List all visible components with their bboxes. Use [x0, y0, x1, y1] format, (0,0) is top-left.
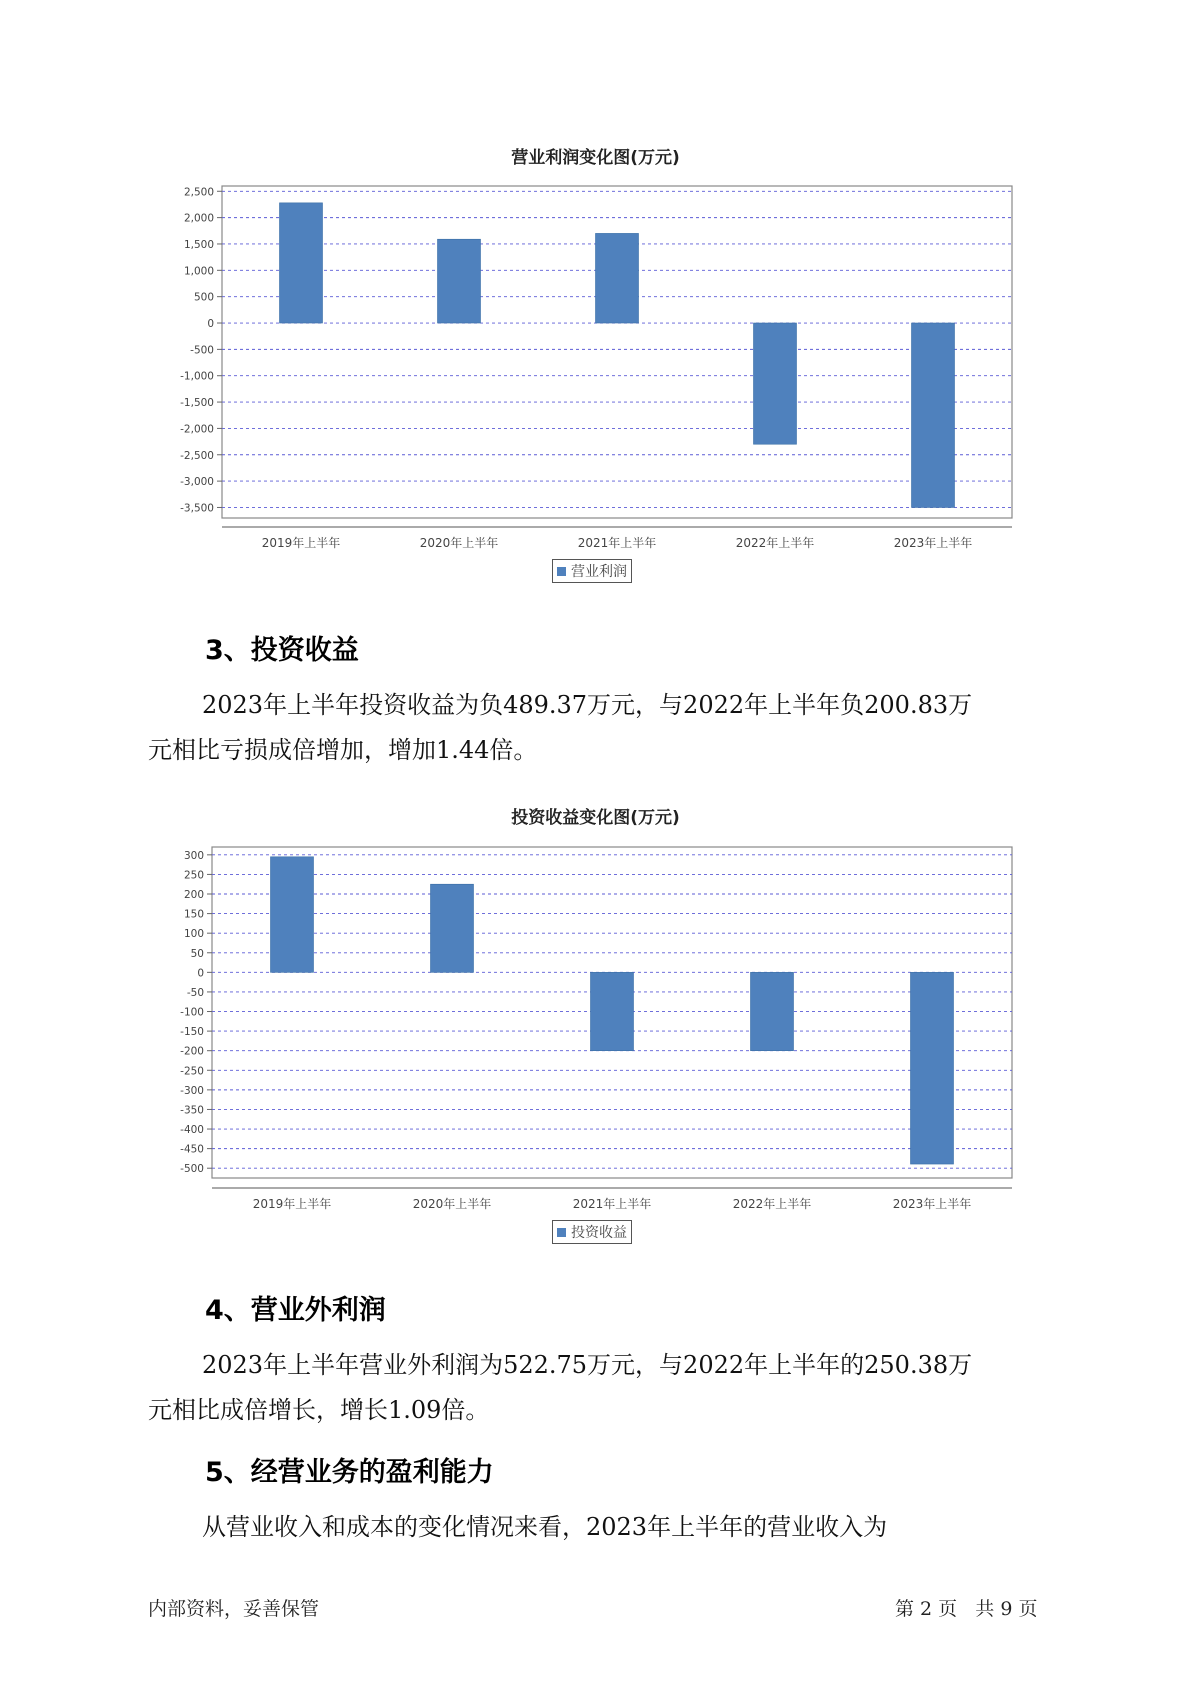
- section-5-paragraph: [148, 1505, 1048, 1550]
- y-tick-label: 50: [190, 947, 204, 960]
- y-tick-label: -350: [180, 1104, 204, 1117]
- bar: [591, 972, 634, 1050]
- y-tick-label: 0: [197, 967, 204, 980]
- y-tick-label: 300: [183, 849, 204, 862]
- x-tick-label: 2020年上半年: [419, 536, 499, 550]
- y-tick-label: -1,000: [180, 370, 214, 383]
- paragraph-line: 从营业收入和成本的变化情况来看，2023年上半年的营业收入为: [202, 1513, 888, 1541]
- y-tick-label: -250: [180, 1065, 204, 1078]
- chart2-title: 投资收益变化图(万元): [511, 808, 680, 828]
- x-tick-label: 2019年上半年: [261, 536, 341, 550]
- chart1-title: 营业利润变化图(万元): [511, 148, 680, 168]
- x-tick-label: 2019年上半年: [252, 1197, 332, 1211]
- section-4-heading: 4、营业外利润: [205, 1295, 386, 1326]
- section-4-paragraph: [148, 1343, 1048, 1433]
- y-tick-label: -2,000: [180, 423, 214, 436]
- y-tick-label: 250: [183, 869, 204, 882]
- y-tick-label: -500: [180, 1163, 204, 1176]
- y-tick-label: 2,000: [183, 212, 214, 225]
- y-tick-label: 200: [183, 889, 204, 902]
- y-tick-label: -500: [190, 344, 214, 357]
- footer-page-number: 第 2 页 共 9 页: [895, 1598, 1038, 1620]
- y-tick-label: 1,000: [183, 265, 214, 278]
- y-tick-label: -1,500: [180, 397, 214, 410]
- chart2-legend: [552, 1220, 632, 1244]
- y-tick-label: 0: [207, 318, 214, 331]
- paragraph-line: 元相比亏损成倍增加，增加1.44倍。: [148, 736, 538, 764]
- y-tick-label: -2,500: [180, 449, 214, 462]
- bar: [911, 972, 954, 1164]
- y-tick-label: 500: [193, 291, 214, 304]
- section-5-heading: 5、经营业务的盈利能力: [205, 1457, 494, 1488]
- x-tick-label: 2020年上半年: [412, 1197, 492, 1211]
- legend-swatch-icon: [557, 1228, 566, 1237]
- paragraph-line: 2023年上半年投资收益为负489.37万元，与2022年上半年负200.83万: [202, 691, 973, 719]
- y-tick-label: 150: [183, 908, 204, 921]
- y-tick-label: -3,000: [180, 476, 214, 489]
- y-tick-label: -400: [180, 1124, 204, 1137]
- y-tick-label: -200: [180, 1045, 204, 1058]
- x-tick-label: 2023年上半年: [893, 536, 973, 550]
- bar: [431, 884, 474, 972]
- paragraph-line: 2023年上半年营业外利润为522.75万元，与2022年上半年的250.38万: [202, 1351, 973, 1379]
- y-tick-label: -50: [186, 986, 204, 999]
- x-tick-label: 2022年上半年: [735, 536, 815, 550]
- bar: [271, 857, 314, 973]
- y-tick-label: 100: [183, 928, 204, 941]
- x-tick-label: 2023年上半年: [892, 1197, 972, 1211]
- chart1-legend-label: 营业利润: [571, 564, 627, 580]
- bar: [751, 972, 794, 1050]
- y-tick-label: -450: [180, 1143, 204, 1156]
- y-tick-label: -300: [180, 1084, 204, 1097]
- paragraph-line: 元相比成倍增长，增长1.09倍。: [148, 1396, 490, 1424]
- y-tick-label: -150: [180, 1026, 204, 1039]
- y-tick-label: -100: [180, 1006, 204, 1019]
- x-tick-label: 2022年上半年: [732, 1197, 812, 1211]
- y-tick-label: 1,500: [183, 238, 214, 251]
- x-tick-label: 2021年上半年: [577, 536, 657, 550]
- y-tick-label: -3,500: [180, 502, 214, 515]
- footer-confidential-note: 内部资料，妥善保管: [148, 1598, 320, 1620]
- chart2-legend-label: 投资收益: [571, 1225, 627, 1241]
- y-tick-label: 2,500: [183, 186, 214, 199]
- section-3-heading: 3、投资收益: [205, 635, 359, 666]
- x-tick-label: 2021年上半年: [572, 1197, 652, 1211]
